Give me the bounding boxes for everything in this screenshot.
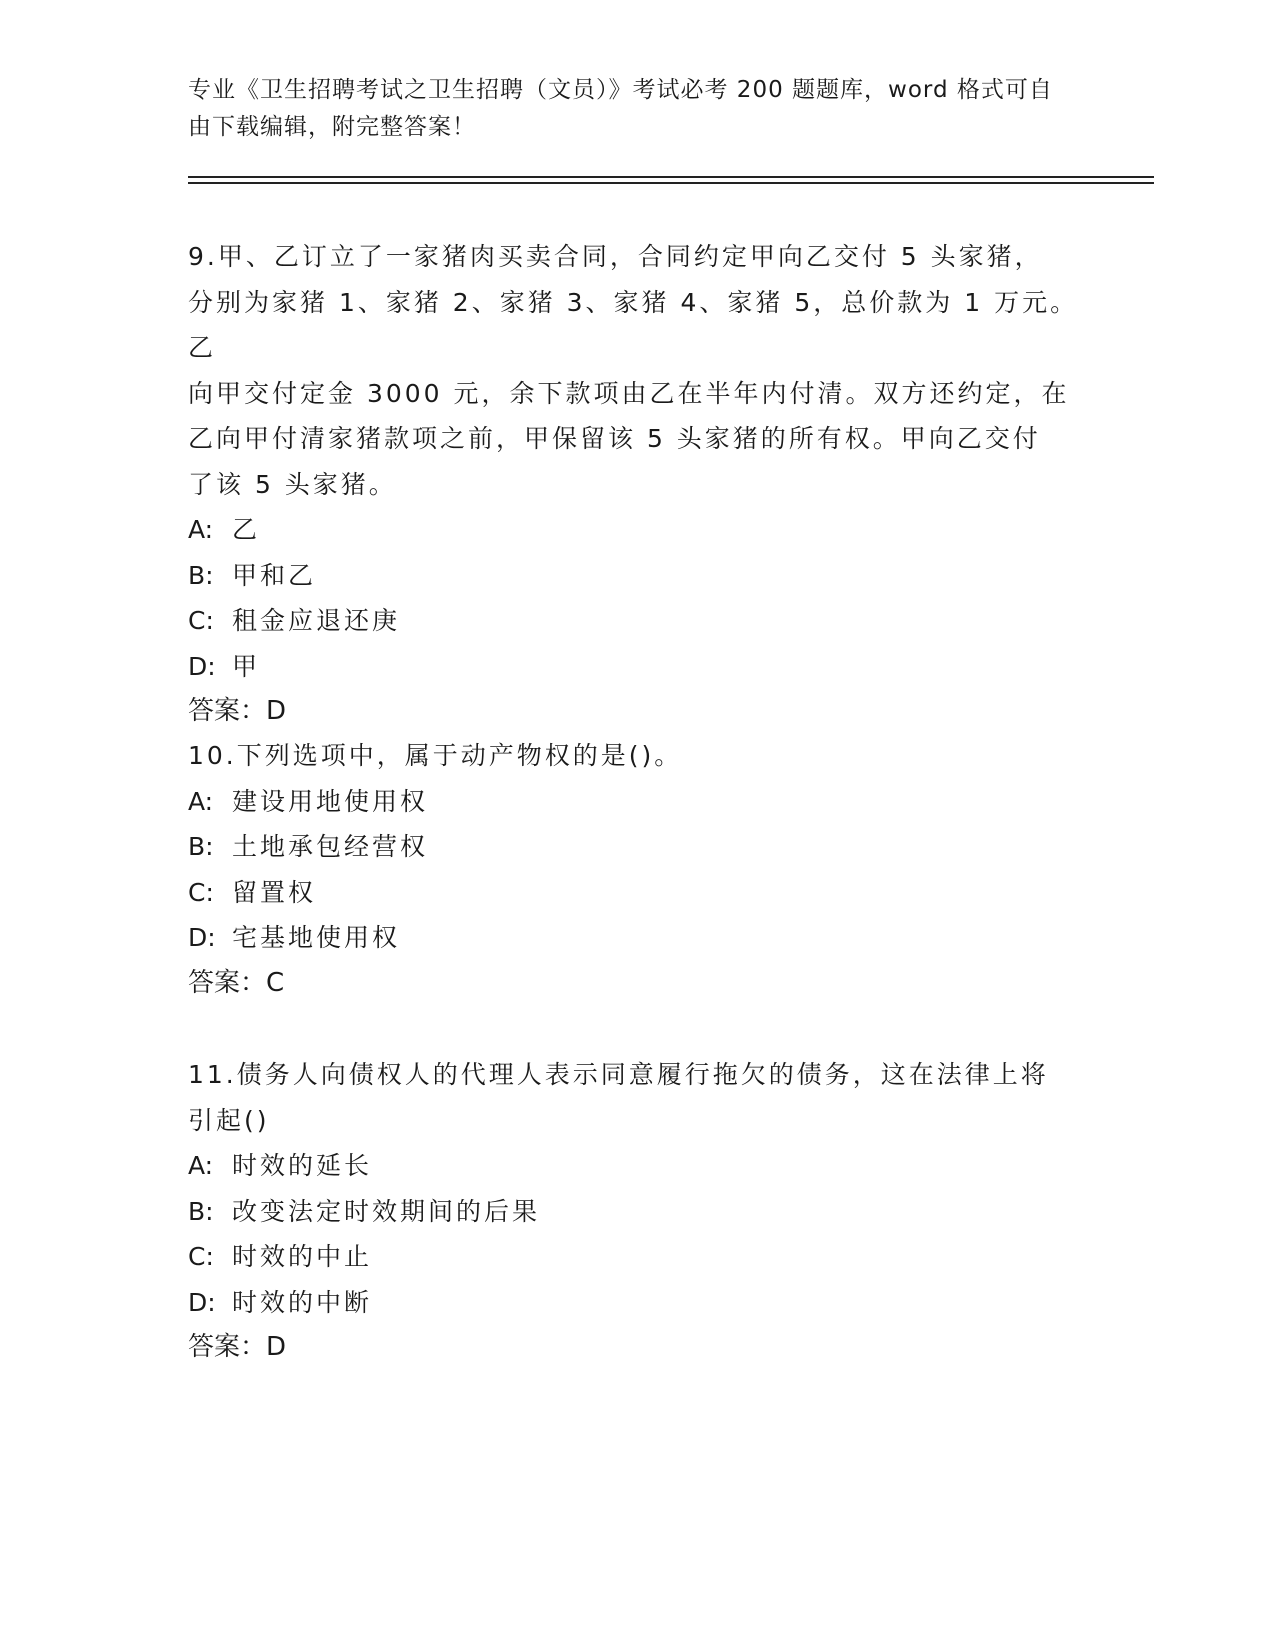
option-letter: C:	[188, 877, 214, 907]
option-d	[188, 1280, 1088, 1326]
question-stem-line: 乙向甲付清家猪款项之前，甲保留该 5 头家猪的所有权。甲向乙交付	[188, 424, 1041, 453]
question-stem-line: 9.甲、乙订立了一家猪肉买卖合同，合同约定甲向乙交付 5 头家猪，	[188, 242, 1043, 271]
question-stem-line: 分别为家猪 1、家猪 2、家猪 3、家猪 4、家猪 5，总价款为 1 万元。乙	[188, 287, 1079, 362]
question-10	[188, 733, 1088, 1006]
option-a	[188, 779, 1088, 825]
option-text: 改变法定时效期间的后果	[232, 1196, 541, 1226]
question-stem-line: 了该 5 头家猪。	[188, 469, 397, 499]
option-d	[188, 644, 1088, 690]
option-text: 甲和乙	[232, 560, 317, 590]
option-text: 建设用地使用权	[232, 786, 429, 816]
option-c	[188, 598, 1088, 644]
option-c	[188, 1234, 1088, 1280]
option-a	[188, 1143, 1088, 1189]
question-11	[188, 1052, 1088, 1371]
option-letter: B:	[188, 560, 214, 590]
option-b	[188, 553, 1088, 599]
question-stem-line: 11.债务人向债权人的代理人表示同意履行拖欠的债务，这在法律上将	[188, 1060, 1049, 1089]
intro-line-1: 专业《卫生招聘考试之卫生招聘（文员）》考试必考 200 题题库，word 格式可自	[188, 77, 1053, 103]
question-stem-line: 10.下列选项中，属于动产物权的是()。	[188, 741, 683, 770]
header-divider-bottom	[188, 182, 1154, 184]
intro-line-2: 由下载编辑，附完整答案！	[188, 114, 476, 140]
option-text: 时效的中断	[232, 1287, 373, 1317]
option-text: 甲	[232, 651, 261, 681]
option-text: 土地承包经营权	[232, 832, 429, 861]
option-letter: C:	[188, 606, 214, 635]
answer-line: 答案：D	[188, 1332, 287, 1362]
option-text: 乙	[232, 515, 261, 544]
question-9	[188, 234, 1088, 735]
option-letter: A:	[188, 515, 214, 544]
header-divider-top	[188, 176, 1154, 178]
question-stem-line: 引起()	[188, 1105, 270, 1135]
option-d	[188, 915, 1088, 961]
option-letter: B:	[188, 1196, 214, 1226]
answer-line: 答案：D	[188, 696, 287, 726]
option-letter: D:	[188, 651, 216, 681]
answer-line: 答案：C	[188, 967, 285, 998]
option-letter: B:	[188, 832, 214, 861]
option-c	[188, 870, 1088, 916]
question-stem-line: 向甲交付定金 3000 元，余下款项由乙在半年内付清。双方还约定，在	[188, 378, 1070, 408]
option-text: 宅基地使用权	[232, 923, 401, 952]
option-letter: A:	[188, 786, 214, 816]
document-intro	[188, 72, 1088, 146]
option-text: 时效的延长	[232, 1151, 373, 1180]
option-letter: A:	[188, 1151, 214, 1180]
option-letter: C:	[188, 1242, 214, 1271]
option-a	[188, 507, 1088, 553]
option-text: 时效的中止	[232, 1242, 373, 1271]
option-b	[188, 824, 1088, 870]
option-text: 租金应退还庚	[232, 606, 401, 635]
option-text: 留置权	[232, 877, 317, 907]
option-b	[188, 1189, 1088, 1235]
option-letter: D:	[188, 1287, 216, 1317]
option-letter: D:	[188, 923, 216, 952]
